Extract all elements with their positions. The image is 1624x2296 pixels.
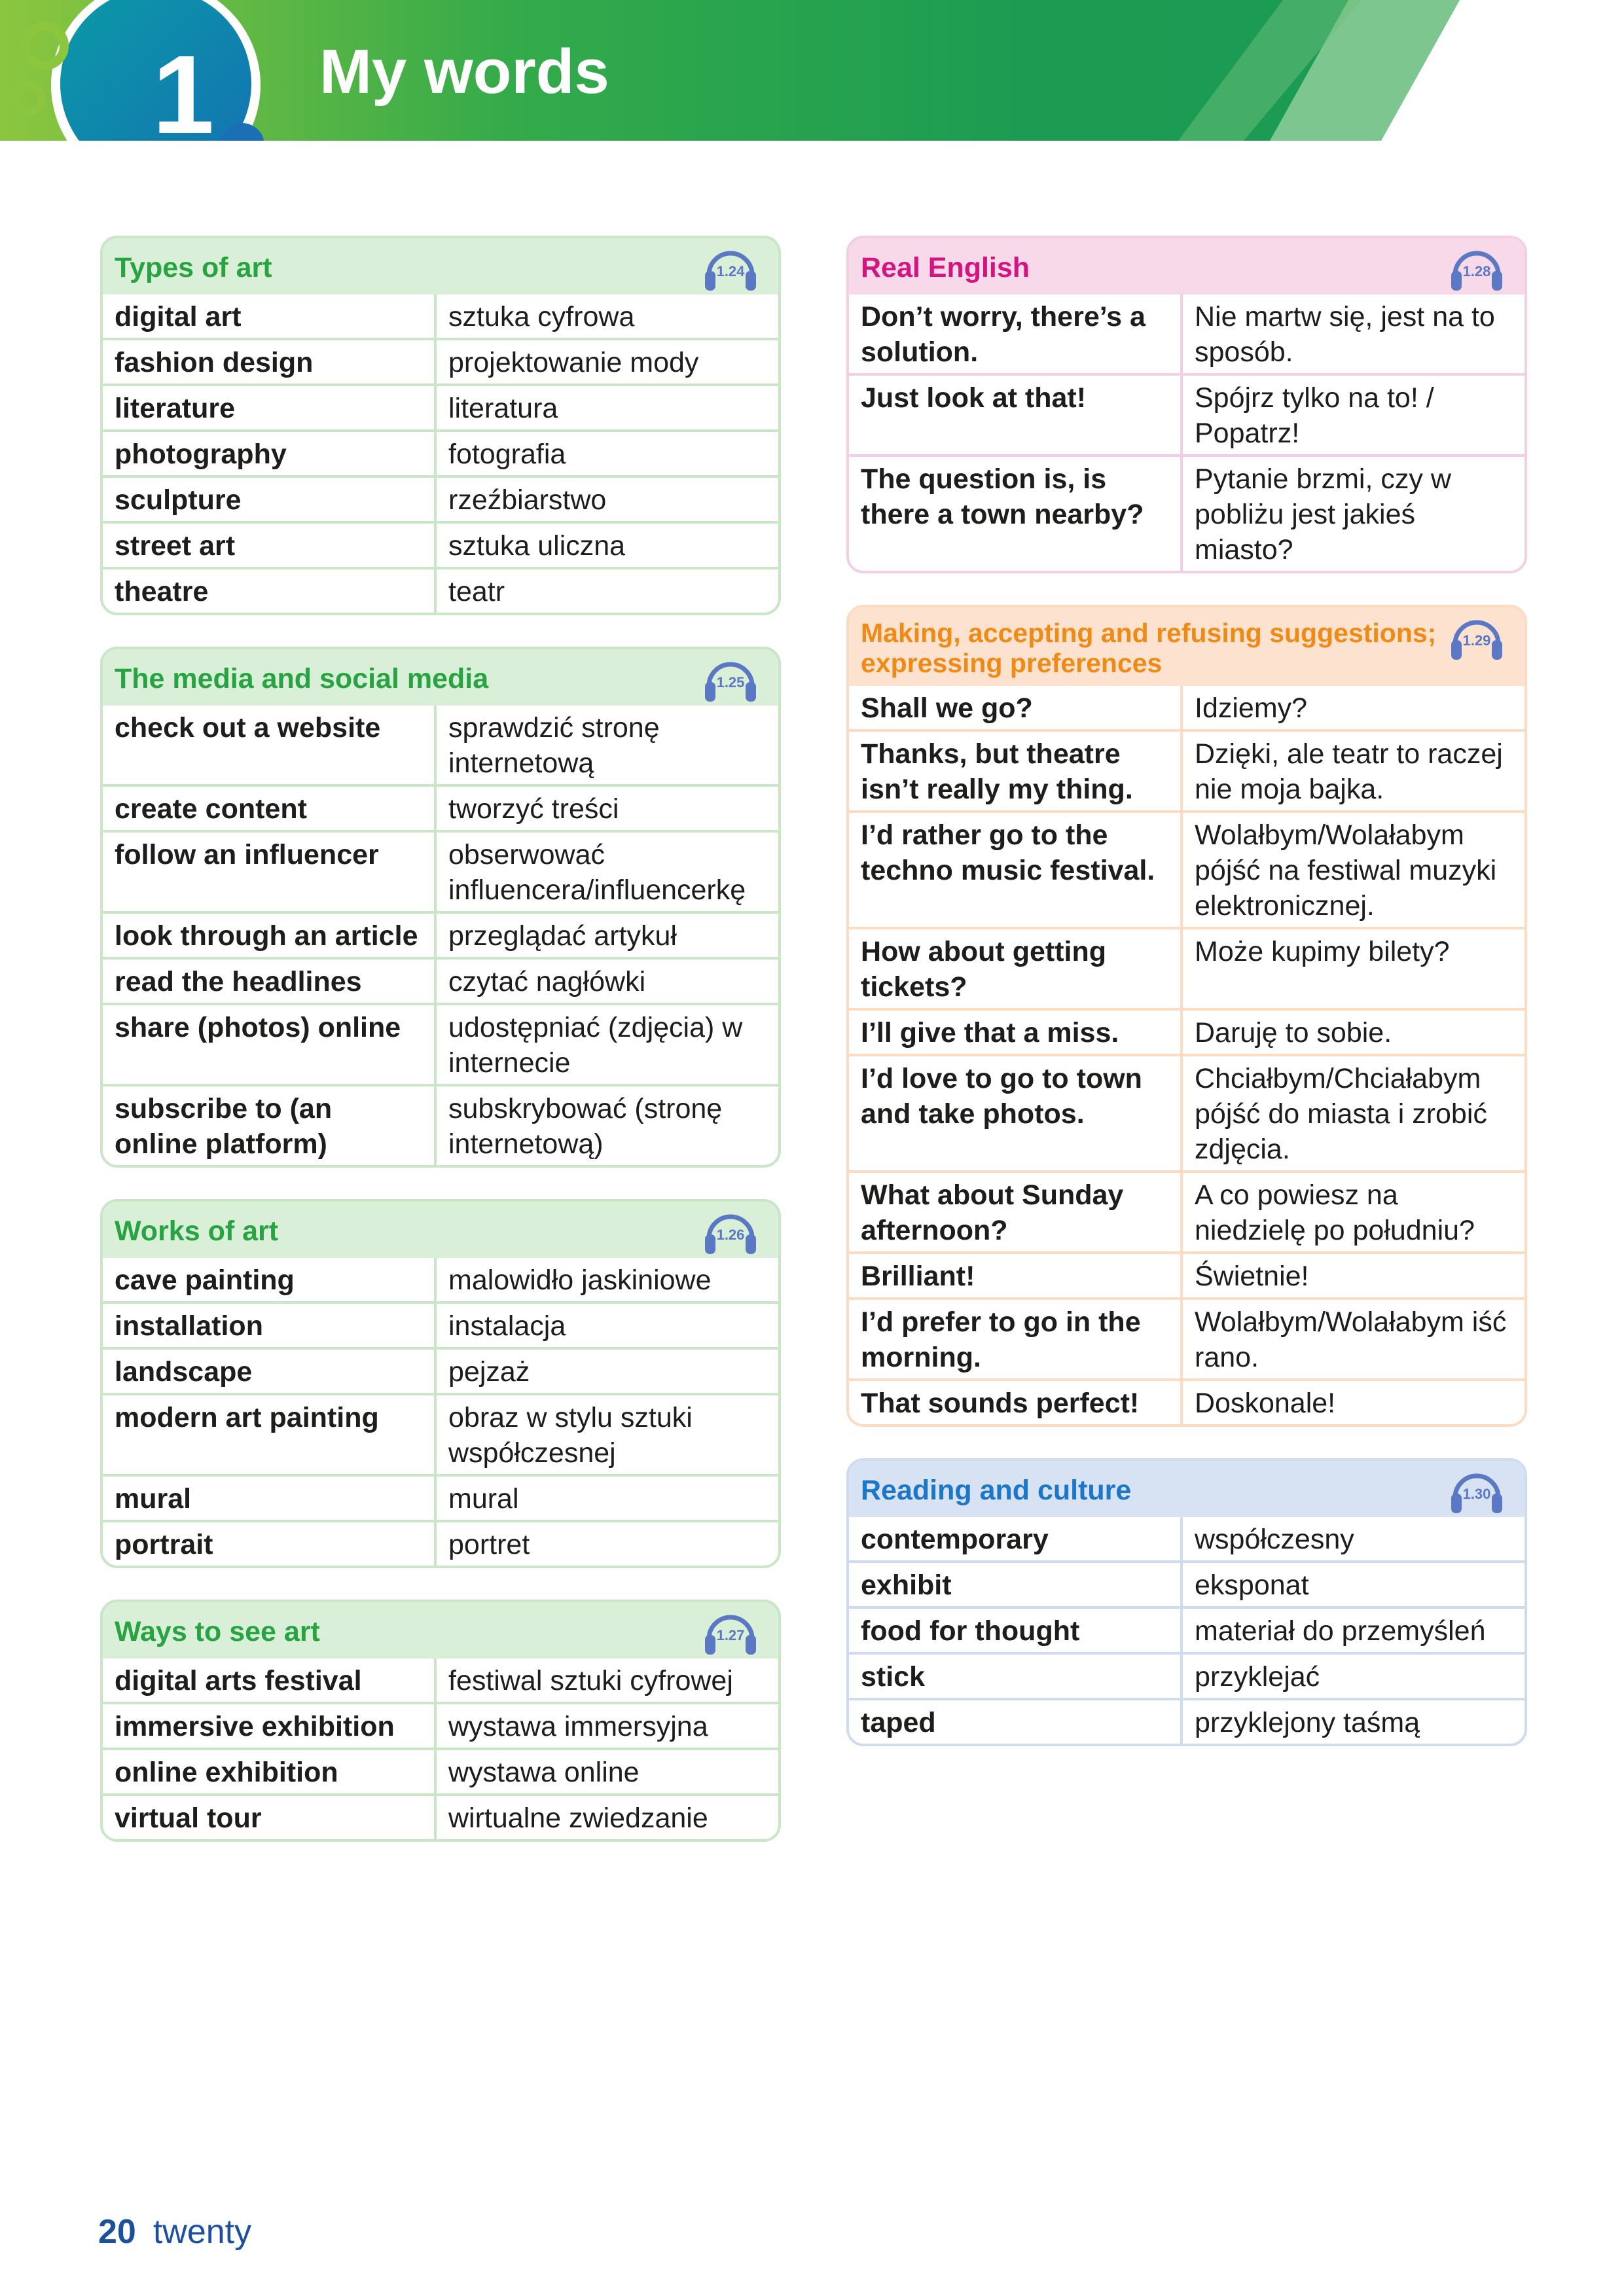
vocabulary-row: [103, 522, 778, 568]
section-title-text: Reading and culture: [861, 1475, 1132, 1506]
vocabulary-table: [849, 1517, 1525, 1744]
polish-translation: przeglądać artykuł: [435, 912, 778, 958]
polish-translation: portret: [435, 1521, 778, 1566]
english-term: landscape: [103, 1348, 435, 1394]
vocabulary-row: [103, 1348, 778, 1394]
vocabulary-row: [849, 374, 1525, 456]
vocabulary-row: [849, 1380, 1525, 1424]
polish-translation: Świetnie!: [1182, 1253, 1525, 1299]
vocabulary-row: [849, 812, 1525, 928]
polish-translation: Wolałbym/Wolałabym iść rano.: [1182, 1299, 1525, 1380]
polish-translation: wystawa immersyjna: [435, 1703, 778, 1749]
section-suggestions: [846, 605, 1527, 1427]
section-title: [849, 1461, 1525, 1517]
english-term: check out a website: [103, 706, 435, 785]
english-term: How about getting tickets?: [849, 928, 1182, 1009]
section-title-text: Making, accepting and refusing suggestions; expressing preferences: [861, 618, 1437, 678]
section-title-text: Ways to see art: [115, 1616, 320, 1647]
vocabulary-row: [103, 476, 778, 522]
polish-translation: instalacja: [435, 1302, 778, 1348]
section-title: [103, 1202, 778, 1258]
vocabulary-row: [103, 831, 778, 912]
audio-track-button[interactable]: [1449, 1467, 1505, 1516]
polish-translation: Wolałbym/Wolałabym pójść na festiwal muzyki elektronicznej.: [1182, 812, 1525, 928]
english-term: digital arts festival: [103, 1659, 435, 1703]
polish-translation: Dzięki, ale teatr to raczej nie moja bajka.: [1182, 730, 1525, 812]
english-term: Don’t worry, there’s a solution.: [849, 295, 1182, 374]
vocabulary-row: [103, 1302, 778, 1348]
left-column: [100, 236, 781, 1873]
vocabulary-table: [103, 1258, 778, 1566]
audio-track-number: 1.29: [1462, 632, 1491, 649]
polish-translation: Doskonale!: [1182, 1380, 1525, 1424]
vocabulary-row: [103, 295, 778, 339]
english-term: Just look at that!: [849, 374, 1182, 456]
section-title: [849, 607, 1525, 686]
polish-translation: Daruję to sobie.: [1182, 1009, 1525, 1055]
header-banner: [0, 0, 1624, 157]
polish-translation: teatr: [435, 568, 778, 613]
english-term: mural: [103, 1475, 435, 1521]
audio-track-number: 1.25: [716, 674, 745, 691]
vocabulary-row: [103, 785, 778, 831]
audio-track-button[interactable]: [702, 656, 759, 704]
section-types-of-art: [100, 236, 781, 615]
page-footer: [98, 2212, 251, 2251]
audio-track-button[interactable]: [702, 1609, 759, 1657]
vocabulary-row: [849, 1253, 1525, 1299]
english-term: modern art painting: [103, 1394, 435, 1475]
polish-translation: Spójrz tylko na to! / Popatrz!: [1182, 374, 1525, 456]
english-term: Shall we go?: [849, 686, 1182, 730]
vocabulary-row: [103, 431, 778, 476]
polish-translation: współczesny: [1195, 1524, 1354, 1555]
english-term: follow an influencer: [103, 831, 435, 912]
vocabulary-row: [849, 1055, 1525, 1172]
audio-track-number: 1.26: [716, 1227, 745, 1243]
vocabulary-row: [849, 1517, 1525, 1562]
polish-translation: subskrybować (stronę internetową): [435, 1085, 778, 1165]
vocabulary-row: [103, 706, 778, 785]
audio-track-number: 1.30: [1462, 1486, 1491, 1502]
section-title-text: The media and social media: [115, 663, 489, 694]
polish-translation: Idziemy?: [1195, 692, 1308, 724]
polish-translation: Nie martw się, jest na to sposób.: [1195, 301, 1495, 368]
english-term: taped: [849, 1699, 1182, 1744]
section-title: [103, 649, 778, 706]
polish-translation: udostępniać (zdjęcia) w internecie: [435, 1004, 778, 1085]
english-term: installation: [103, 1302, 435, 1348]
vocabulary-row: [103, 1749, 778, 1795]
page-number-word: twenty: [153, 2213, 252, 2251]
polish-translation: sprawdzić stronę internetową: [448, 712, 660, 779]
english-term: Thanks, but theatre isn’t really my thing.: [849, 730, 1182, 812]
section-reading-culture: [846, 1458, 1527, 1746]
english-term: street art: [103, 522, 435, 568]
vocabulary-row: [849, 1653, 1525, 1699]
english-term: virtual tour: [103, 1795, 435, 1839]
vocabulary-table: [103, 706, 778, 1165]
right-column: [846, 236, 1527, 1778]
english-term: Brilliant!: [849, 1253, 1182, 1299]
polish-translation: obserwować influencera/influencerkę: [435, 831, 778, 912]
polish-translation: festiwal sztuki cyfrowej: [448, 1665, 733, 1696]
english-term: What about Sunday afternoon?: [849, 1172, 1182, 1253]
polish-translation: eksponat: [1182, 1562, 1525, 1607]
polish-translation: przyklejony taśmą: [1182, 1699, 1525, 1744]
section-ways-to-see-art: [100, 1600, 781, 1842]
audio-track-number: 1.27: [716, 1627, 745, 1643]
polish-translation: projektowanie mody: [435, 339, 778, 385]
polish-translation: rzeźbiarstwo: [435, 476, 778, 522]
unit-number: 1: [152, 33, 215, 157]
vocabulary-row: [103, 912, 778, 958]
vocabulary-row: [103, 1004, 778, 1085]
english-term: The question is, is there a town nearby?: [849, 456, 1182, 571]
english-term: create content: [103, 785, 435, 831]
english-term: read the headlines: [103, 958, 435, 1004]
polish-translation: malowidło jaskiniowe: [448, 1265, 712, 1296]
english-term: I’ll give that a miss.: [849, 1009, 1182, 1055]
polish-translation: wystawa online: [435, 1749, 778, 1795]
english-term: I’d rather go to the techno music festival.: [849, 812, 1182, 928]
polish-translation: Pytanie brzmi, czy w pobliżu jest jakieś miasto?: [1182, 456, 1525, 571]
section-title: [103, 238, 778, 295]
vocabulary-row: [103, 339, 778, 385]
polish-translation: przyklejać: [1182, 1653, 1525, 1699]
english-term: photography: [103, 431, 435, 476]
polish-translation: mural: [435, 1475, 778, 1521]
vocabulary-row: [849, 1562, 1525, 1607]
section-title: [103, 1602, 778, 1659]
audio-track-button[interactable]: [702, 245, 759, 293]
vocabulary-row: [849, 1172, 1525, 1253]
vocabulary-row: [103, 1703, 778, 1749]
english-term: I’d prefer to go in the morning.: [849, 1299, 1182, 1380]
vocabulary-row: [103, 1795, 778, 1839]
english-term: theatre: [103, 568, 435, 613]
section-works-of-art: [100, 1199, 781, 1568]
polish-translation: Może kupimy bilety?: [1182, 928, 1525, 1009]
page-number: 20: [98, 2213, 136, 2251]
section-title-text: Real English: [861, 252, 1030, 283]
vocabulary-row: [849, 1607, 1525, 1653]
vocabulary-table: [103, 295, 778, 613]
audio-track-button[interactable]: [1449, 245, 1505, 293]
english-term: I’d love to go to town and take photos.: [849, 1055, 1182, 1172]
english-term: food for thought: [849, 1607, 1182, 1653]
vocabulary-table: [103, 1659, 778, 1839]
english-term: exhibit: [849, 1562, 1182, 1607]
english-term: look through an article: [103, 912, 435, 958]
vocabulary-row: [103, 1394, 778, 1475]
english-term: literature: [103, 385, 435, 431]
audio-track-number: 1.24: [716, 263, 745, 279]
vocabulary-row: [103, 1521, 778, 1566]
vocabulary-row: [849, 730, 1525, 812]
section-title-text: Types of art: [115, 252, 272, 283]
vocabulary-row: [849, 928, 1525, 1009]
polish-translation: sztuka cyfrowa: [448, 301, 635, 332]
polish-translation: Chciałbym/Chciałabym pójść do miasta i zrobić zdjęcia.: [1182, 1055, 1525, 1172]
english-term: online exhibition: [103, 1749, 435, 1795]
vocabulary-table: [849, 686, 1525, 1424]
english-term: sculpture: [103, 476, 435, 522]
vocabulary-row: [849, 1009, 1525, 1055]
audio-track-button[interactable]: [1449, 614, 1505, 662]
section-title: [849, 238, 1525, 295]
polish-translation: A co powiesz na niedzielę po południu?: [1182, 1172, 1525, 1253]
english-term: share (photos) online: [103, 1004, 435, 1085]
english-term: immersive exhibition: [103, 1703, 435, 1749]
audio-track-button[interactable]: [702, 1208, 759, 1257]
section-media: [100, 647, 781, 1168]
english-term: That sounds perfect!: [849, 1380, 1182, 1424]
polish-translation: pejzaż: [435, 1348, 778, 1394]
page-title: My words: [319, 37, 609, 107]
polish-translation: literatura: [435, 385, 778, 431]
vocabulary-table: [849, 295, 1525, 571]
vocabulary-row: [849, 295, 1525, 374]
english-term: subscribe to (an online platform): [103, 1085, 435, 1165]
vocabulary-row: [849, 1299, 1525, 1380]
vocabulary-row: [103, 1258, 778, 1302]
english-term: digital art: [103, 295, 435, 339]
vocabulary-row: [103, 568, 778, 613]
vocabulary-row: [103, 1475, 778, 1521]
vocabulary-row: [849, 686, 1525, 730]
vocabulary-row: [103, 1085, 778, 1165]
audio-track-number: 1.28: [1462, 263, 1491, 279]
polish-translation: materiał do przemyśleń: [1182, 1607, 1525, 1653]
vocabulary-row: [103, 385, 778, 431]
polish-translation: obraz w stylu sztuki współczesnej: [435, 1394, 778, 1475]
english-term: contemporary: [849, 1517, 1182, 1562]
english-term: fashion design: [103, 339, 435, 385]
english-term: portrait: [103, 1521, 435, 1566]
polish-translation: wirtualne zwiedzanie: [435, 1795, 778, 1839]
section-title-text: Works of art: [115, 1215, 279, 1247]
vocabulary-row: [849, 1699, 1525, 1744]
polish-translation: sztuka uliczna: [435, 522, 778, 568]
polish-translation: tworzyć treści: [435, 785, 778, 831]
vocabulary-row: [103, 1659, 778, 1703]
vocabulary-row: [849, 456, 1525, 571]
polish-translation: fotografia: [435, 431, 778, 476]
english-term: stick: [849, 1653, 1182, 1699]
english-term: cave painting: [103, 1258, 435, 1302]
section-real-english: [846, 236, 1527, 573]
vocabulary-row: [103, 958, 778, 1004]
polish-translation: czytać nagłówki: [435, 958, 778, 1004]
